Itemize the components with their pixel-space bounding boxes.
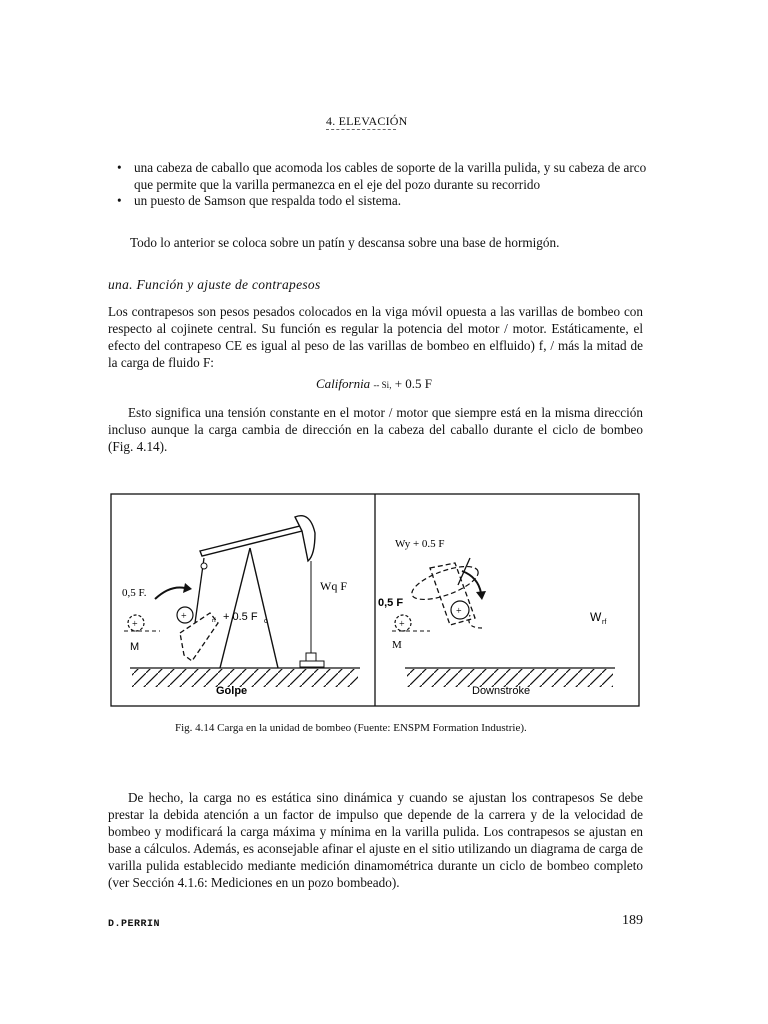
left-mid-sub-f: rf <box>212 618 216 624</box>
bullet-dot-icon: • <box>117 193 122 208</box>
pitman-pin <box>201 563 207 569</box>
paragraph-contrapesos: Los contrapesos son pesos pesados colocados en la viga móvil opuesta a las varillas de bombeo con respecto al cojinete central. Su función es regular la potencia del motor / motor. Estáticamente, el efecto del contrapeso CE es igual al peso de las varillas de bombeo en elfluido) f, / más la mitad de la carga de fluido F: <box>108 304 643 370</box>
figure-pumping-unit-load <box>110 493 640 708</box>
figure-caption: Fig. 4.14 Carga en la unidad de bombeo (Fuente: ENSPM Formation Industrie). <box>175 722 527 734</box>
formula-rest: + 0.5 F <box>394 376 432 391</box>
right-counter-label: 0,5 F <box>378 597 404 609</box>
bullet-text: un puesto de Samson que respalda todo el sistema. <box>134 193 401 208</box>
section-title: una. Función y ajuste de contrapesos <box>108 277 321 292</box>
left-motor-label: M <box>130 641 140 653</box>
right-rotation-arrow-head <box>476 591 486 600</box>
horse-head <box>295 516 315 561</box>
footer-author: D.PERRIN <box>108 919 161 930</box>
right-top-label: Wy + 0.5 F <box>395 538 445 550</box>
samson-post-leg <box>250 548 278 668</box>
figure-svg <box>110 493 640 708</box>
left-stroke-label: Golpe <box>216 685 248 697</box>
left-mid-sub-o: o <box>264 618 268 625</box>
right-weight-label: W <box>590 610 602 624</box>
left-mid-label: + 0.5 F <box>223 611 258 623</box>
left-rod-label: Wq F <box>320 579 347 593</box>
right-panel-downstroke <box>378 538 615 697</box>
intro-paragraph: Todo lo anterior se coloca sobre un patín y descansa sobre una base de hormigón. <box>130 235 560 250</box>
crank-plus-icon: + <box>181 611 187 622</box>
formula-sub: -- Si, <box>373 380 392 390</box>
paragraph-tension: Esto significa una tensión constante en el motor / motor que siempre está en la misma dirección incluso aunque la carga cambia de dirección en la cabeza del caballo durante el ciclo de bombeo (Fig. 4.14). <box>108 405 643 454</box>
wellhead <box>306 653 316 661</box>
right-stroke-label: Downstroke <box>472 685 531 697</box>
rotation-arrow-head <box>183 583 192 593</box>
left-counter-label: 0,5 F. <box>122 587 147 599</box>
right-motor-label: M <box>392 639 402 651</box>
formula-main: California <box>316 376 371 391</box>
bullet-dot-icon: • <box>117 160 122 175</box>
paragraph-dinamica: De hecho, la carga no es estática sino dinámica y cuando se ajustan los contrapesos Se debe prestar la debida atención a un factor de impulso que depende de la carrera y de la velocidad de bombeo y modificará la carga máxima y mínima en la varilla pulida. Los contrapesos se ajustan en base a cálculos. Además, es aconsejable afinar el ajuste en el sitio utilizando un diagrama de carga de varilla pulida establecido mediante medición dinamométrica durante un ciclo de bombeo completo (ver Sección 4.1.6: Mediciones en un pozo bombeado). <box>108 790 643 890</box>
bullet-item <box>117 193 657 210</box>
rotation-arrow <box>155 587 185 599</box>
bullet-list <box>117 160 657 210</box>
right-crank-plus-icon: + <box>456 606 462 617</box>
wellhead-base <box>300 661 324 667</box>
formula <box>316 376 432 392</box>
left-panel-upstroke <box>122 516 360 697</box>
bullet-item <box>117 160 657 193</box>
chapter-header: 4. ELEVACIÓN <box>326 114 408 128</box>
samson-post-leg <box>220 548 250 668</box>
right-motor-plus-icon: + <box>399 619 405 630</box>
page-number: 189 <box>622 913 643 928</box>
header-rule <box>326 129 396 130</box>
bullet-text: una cabeza de caballo que acomoda los cables de soporte de la varilla pulida, y su cabeza de arco que permite que la varilla permanezca en el eje del pozo durante su recorrido <box>134 160 647 192</box>
right-counterweight-ellipse <box>408 560 482 606</box>
motor-plus-icon: + <box>132 619 138 630</box>
right-weight-sub: rf <box>602 619 607 626</box>
